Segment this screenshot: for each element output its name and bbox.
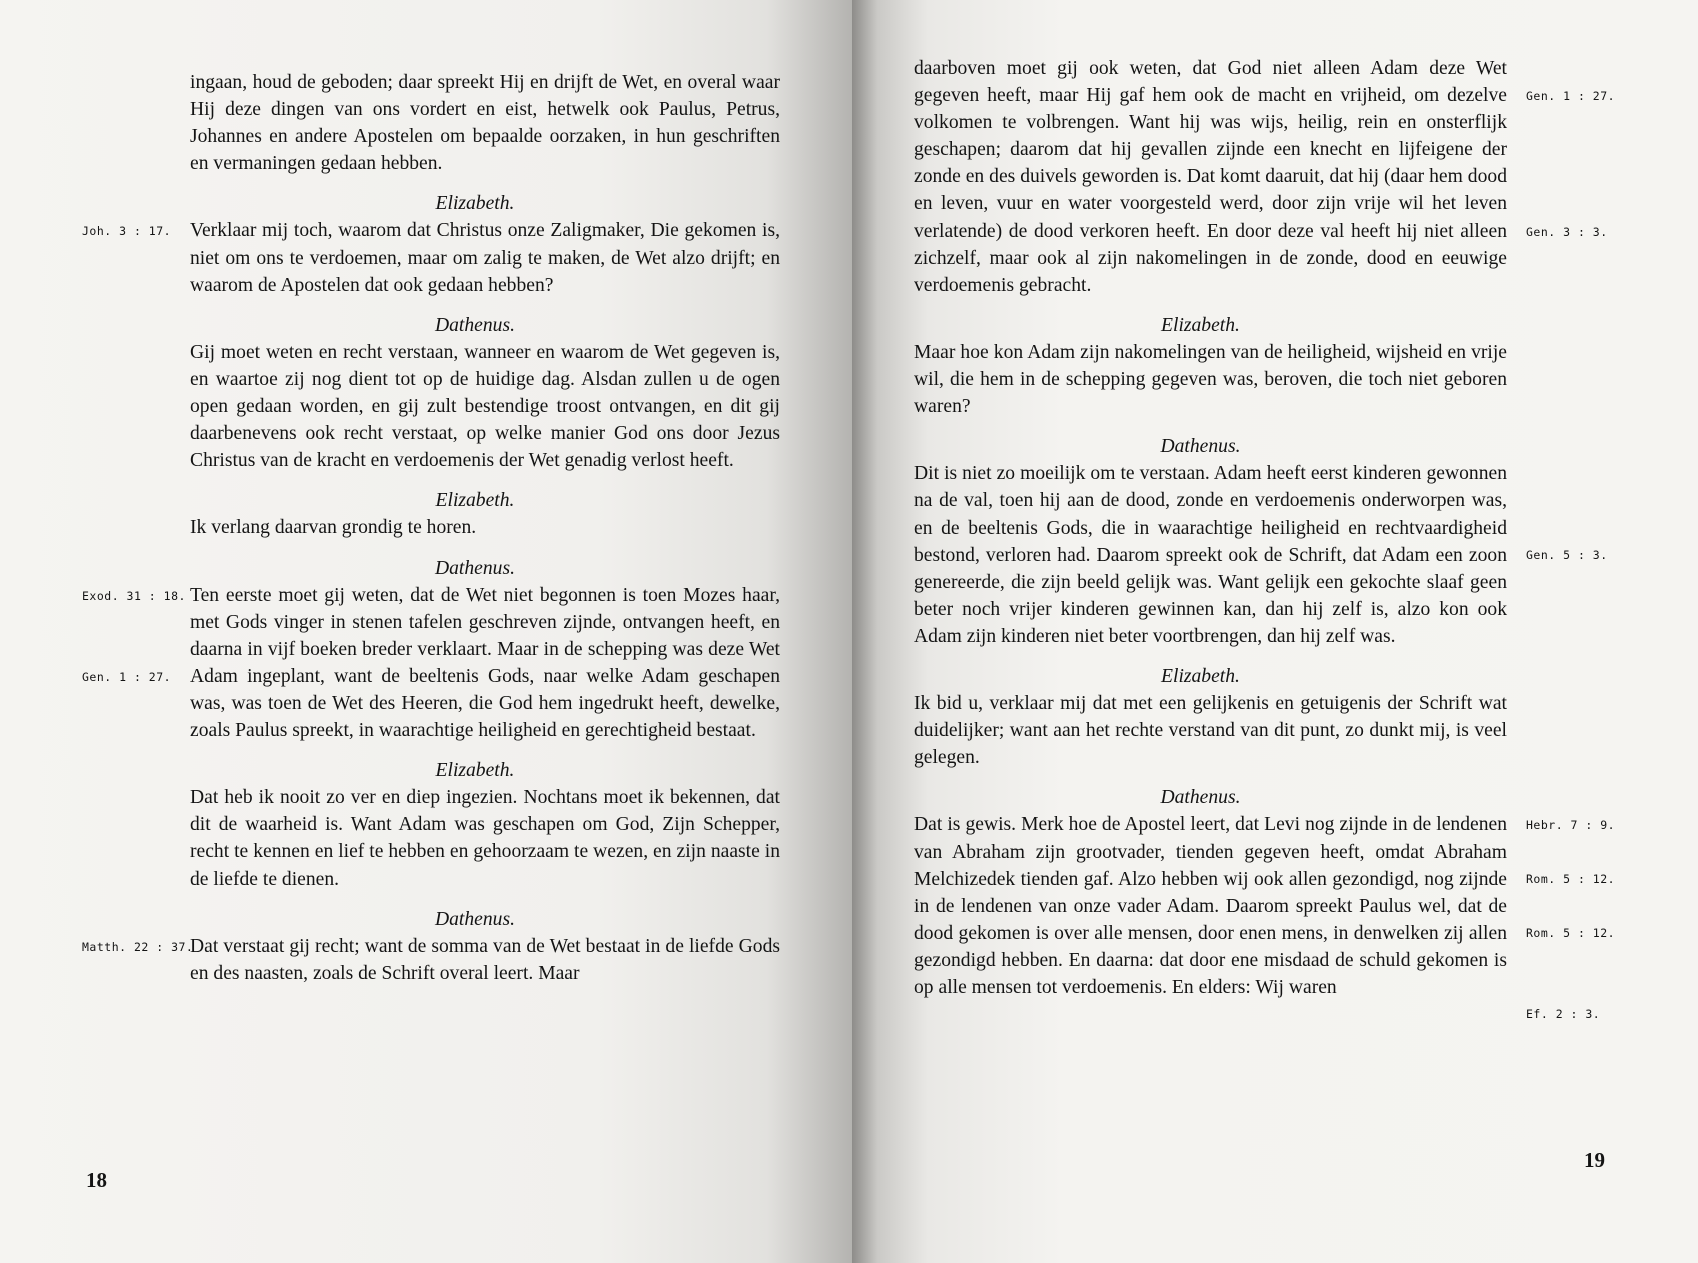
margin-reference: Gen. 3 : 3. — [1526, 225, 1608, 239]
margin-reference: Exod. 31 : 18. — [82, 588, 186, 603]
margin-reference: Rom. 5 : 12. — [1526, 926, 1616, 941]
right-text-column — [914, 55, 1616, 1022]
margin-reference: Matth. 22 : 37. — [82, 939, 194, 954]
paragraph — [914, 811, 1616, 1022]
paragraph — [914, 55, 1616, 299]
paragraph-text: Dat is gewis. Merk hoe de Apostel leert, dat Levi nog zijnde in de lendenen van Abraham zijn grootvader, tienden gegeven heeft, omdat Abraham Melchizedek tienden gaf. Alzo hebben wij ook allen gezondigd, nog zijnde in de lendenen van onze vader Adam. Daarom spreekt Paulus wel, dat de dood gekomen is over alle mensen, door enen mens, in denwelken zij allen gezondigd hebben. En daarna: dat door ene misdaad de schuld gekomen is op alle mensen tot verdoemenis. En elders: Wij waren — [914, 814, 1507, 998]
margin-reference: Rom. 5 : 12. — [1526, 872, 1616, 887]
paragraph-text: Ik bid u, verklaar mij dat met een gelijkenis en getuigenis der Schrift wat duidelijker; want aan het rechte verstand van dit punt, zo dunkt mij, is veel gelegen. — [914, 693, 1507, 769]
paragraph — [82, 582, 780, 745]
speaker-name: Dathenus. — [434, 557, 515, 579]
margin-reference: Hebr. 7 : 9. — [1526, 818, 1616, 833]
paragraph — [190, 784, 780, 892]
page-number: 18 — [86, 1168, 107, 1192]
paragraph-text: Dat verstaat gij recht; want de somma van de Wet bestaat in de liefde Gods en des naasten, zoals de Schrift overal leert. Maar — [190, 935, 780, 984]
margin-reference: Gen. 5 : 3. — [1526, 548, 1608, 563]
paragraph — [914, 460, 1608, 650]
paragraph-text: Dat heb ik nooit zo ver en diep ingezien. Nochtans moet ik bekennen, dat dit de waarheid is. Want Adam was geschapen om God, Zijn Schepper, recht te kennen en lief te hebben en gehoorzaam te wezen, en zijn naaste in de liefde te dienen. — [190, 787, 780, 890]
left-text-column — [82, 69, 780, 987]
speaker-name: Elizabeth. — [1161, 314, 1240, 336]
page-number: 19 — [1584, 1148, 1605, 1172]
right-page — [852, 0, 1698, 1263]
paragraph-text: daarboven moet gij ook weten, dat God niet alleen Adam deze Wet gegeven heeft, maar Hij gaf hem ook de macht en vrijheid, om dezelve volkomen te volbrengen. Want hij was wijs, heilig, rein en onsterflijk geschapen; daarom dat hij gevallen zijnde een knecht en lijfeigene der zonde en des duivels geworden is. Dat komt daaruit, dat hij (daar hem dood en leven, vuur en water voorgesteld werd, door zijn vrije wil het leven verlatende) de dood verkoren heeft. En door deze val heeft hij niet alleen zichzelf, maar ook al zijn nakomelingen in de zonde, dood en eeuwige verdoemenis gebracht. — [914, 58, 1507, 296]
speaker-name: Elizabeth. — [1161, 665, 1240, 687]
speaker-name: Elizabeth. — [435, 193, 515, 215]
speaker-name: Dathenus. — [1160, 787, 1241, 809]
paragraph — [190, 339, 780, 474]
paragraph — [914, 339, 1507, 420]
margin-reference: Joh. 3 : 17. — [82, 224, 172, 239]
margin-reference: Gen. 1 : 27. — [82, 669, 172, 684]
speaker-name: Dathenus. — [1160, 436, 1241, 458]
paragraph — [82, 217, 780, 298]
paragraph — [190, 69, 780, 177]
speaker-name: Elizabeth. — [435, 490, 515, 512]
paragraph-text: Ten eerste moet gij weten, dat de Wet niet begonnen is toen Mozes haar, met Gods vinger in stenen tafelen geschreven zijnde, ontvangen heeft, en daarna in vijf boeken breder verklaart. Maar in de schepping was deze Wet Adam ingeplant, want de beeltenis Gods, naar welke Adam geschapen was, was toen de Wet des Heeren, die God hem ingedrukt heeft, dewelke, zoals Paulus spreekt, in waarachtige heiligheid en gerechtigheid bestaat. — [190, 584, 780, 742]
paragraph — [914, 690, 1507, 771]
paragraph-text: ingaan, houd de geboden; daar spreekt Hij en drijft de Wet, en overal waar Hij deze dingen van ons vordert en eist, hetwelk ook Paulus, Petrus, Johannes en andere Apostelen om bepaalde oorzaken, in hun geschriften en vermaningen gedaan hebben. — [190, 72, 780, 175]
speaker-name: Dathenus. — [434, 908, 515, 930]
margin-reference: Gen. 1 : 27. — [1526, 89, 1616, 103]
paragraph — [82, 933, 780, 987]
paragraph-text: Dit is niet zo moeilijk om te verstaan. Adam heeft eerst kinderen gewonnen na de val, toen hij aan de dood, zonde en verdoemenis onderworpen was, en de beeltenis Gods, die in waarachtige heiligheid en rechtvaardigheid bestond, verloren had. Daarom spreekt ook de Schrift, dat Adam een zoon genereerde, die zijn beeld gelijk was. Want gelijk een gekochte slaaf geen beter noch vrijer kinderen gewinnen kan, dan hij zelf is, alzo kon ook Adam zijn kinderen niet beter voortbrengen, dan hij zelf was. — [914, 463, 1507, 647]
margin-reference: Ef. 2 : 3. — [1526, 1007, 1601, 1022]
paragraph-text: Gij moet weten en recht verstaan, wanneer en waarom de Wet gegeven is, en waartoe zij nog dient tot op de huidige dag. Alsdan zullen u de ogen open gedaan worden, en gij zult bestendige troost ontvangen, en dit gij daarbenevens ook recht verstaat, op welke manier God ons door Jezus Christus van de kracht en verdoemenis der Wet genadig verlost heeft. — [190, 341, 780, 472]
speaker-name: Elizabeth. — [435, 760, 515, 782]
paragraph-text: Verklaar mij toch, waarom dat Christus onze Zaligmaker, Die gekomen is, niet om ons te verdoemen, maar om zalig te maken, de Wet alzo drijft; en waarom de Apostelen dat ook gedaan hebben? — [190, 220, 780, 296]
speaker-name: Dathenus. — [434, 314, 515, 336]
paragraph-text: Ik verlang daarvan grondig te horen. — [190, 517, 477, 539]
paragraph-text: Maar hoe kon Adam zijn nakomelingen van de heiligheid, wijsheid en vrije wil, die hem in de schepping gegeven was, beroven, die toch niet geboren waren? — [914, 341, 1507, 418]
paragraph — [190, 514, 780, 541]
